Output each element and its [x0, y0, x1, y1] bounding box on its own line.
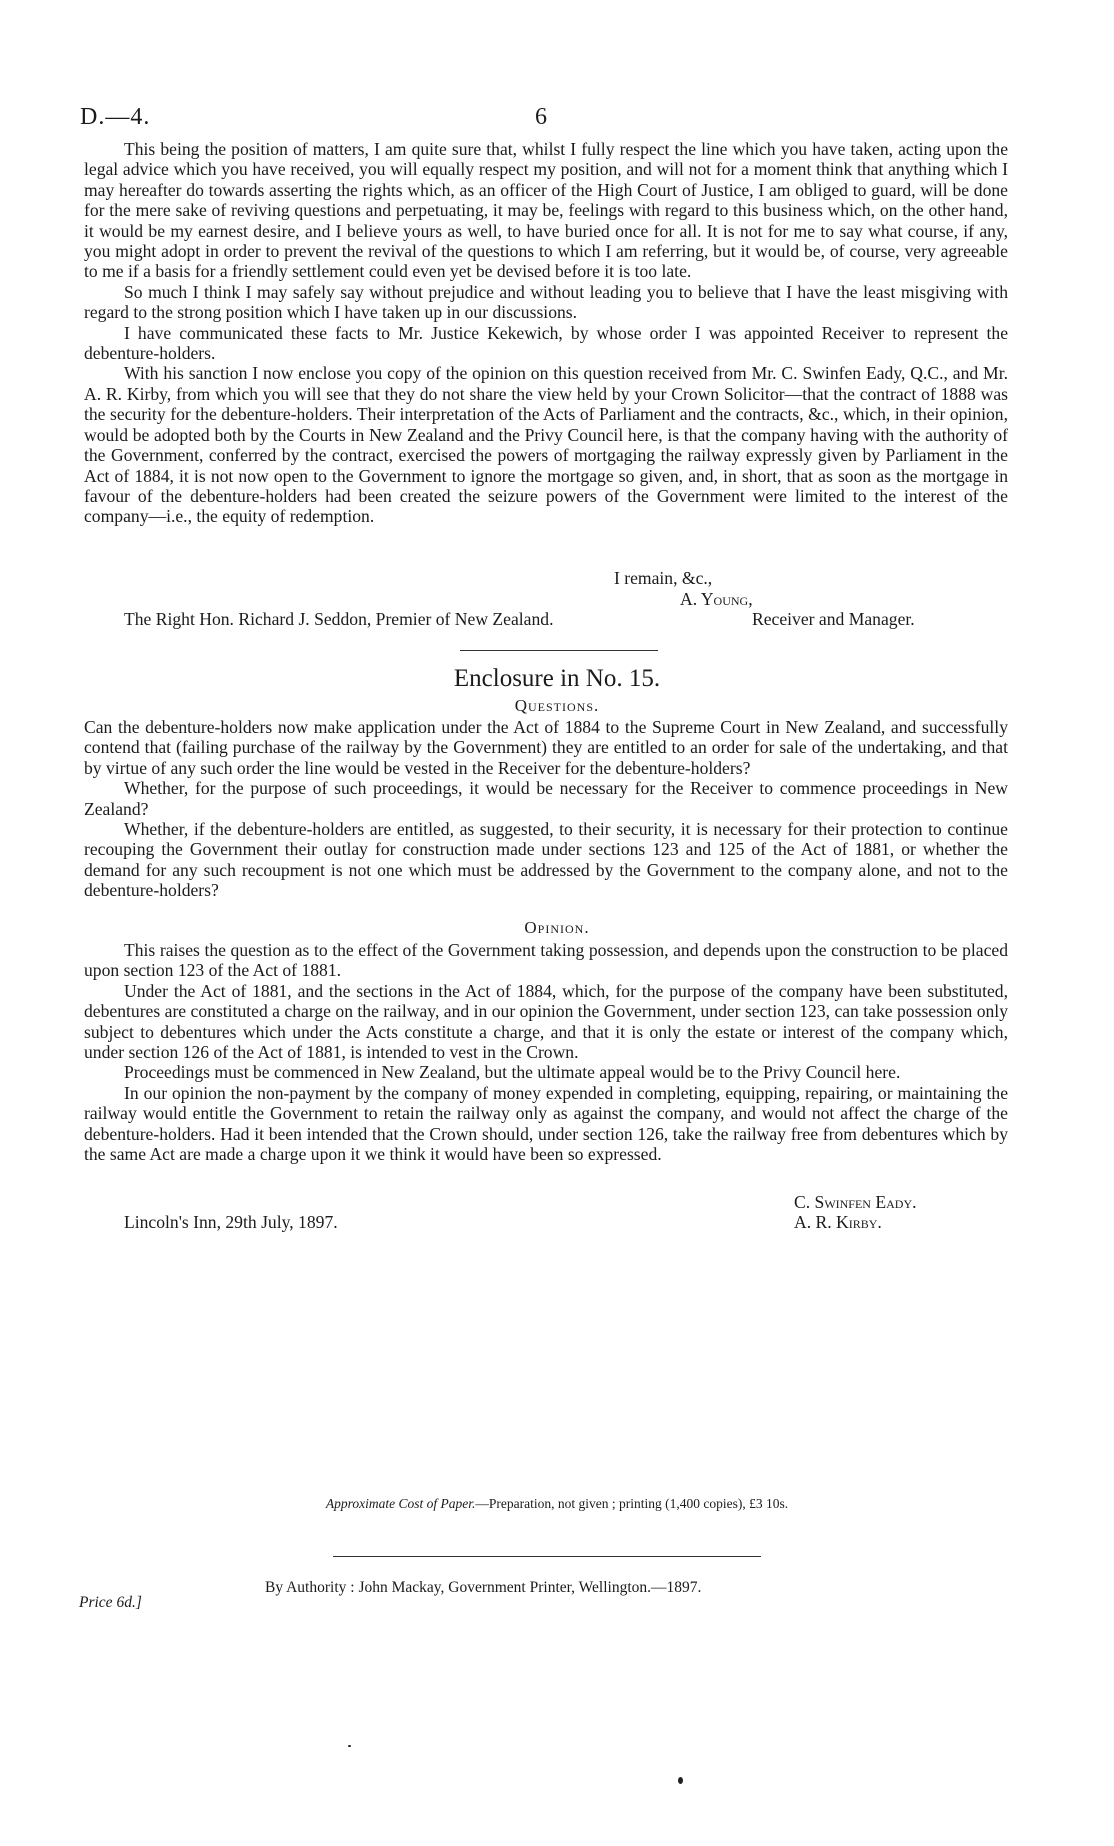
letter-addressee: The Right Hon. Richard J. Seddon, Premier of New Zealand.: [124, 609, 554, 629]
question-paragraph: Whether, if the debenture-holders are entitled, as suggested, to their security, it is necessary for their protection to continue recouping the Government their outlay for construction made under sections 123 and 125 of the Act of 1881, or whether the demand for any such recoupment is not one which must be addressed by the Government to the company alone, and not to the debenture-holders?: [84, 819, 1008, 901]
opinion-body: [84, 940, 1008, 1164]
letter-paragraph: So much I think I may safely say without prejudice and without leading you to believe that I have the least misgiving with regard to the strong position which I have taken up in our discussions.: [84, 281, 1008, 323]
ink-speck: [678, 1777, 683, 1784]
opinion-paragraph: Under the Act of 1881, and the sections in the Act of 1884, which, for the purpose of the company have been substituted, debentures are constituted a charge on the railway, and in our opinion the Government, under section 123, can take possession only subject to debentures which under the Acts constitute a charge, and that it is only the estate or interest of the company which, under section 126 of the Act of 1881, is intended to vest in the Crown.: [84, 980, 1008, 1063]
cost-label: Approximate Cost of Paper.: [325, 1496, 476, 1511]
letter-paragraph: I have communicated these facts to Mr. Justice Kekewich, by whose order I was appointed Receiver to represent the debenture-holders.: [84, 322, 1008, 364]
letter-paragraph: This being the position of matters, I am quite sure that, whilst I fully respect the line which you have taken, acting upon the legal advice which you have received, you will equally respect my position, and will not for a moment think that anything which I may hereafter do towards asserting the rights which, as an officer of the High Court of Justice, I am obliged to guard, will be done for the mere sake of reviving questions and perpetuating, it may be, feelings with regard to this business which, on the other hand, it would be my earnest desire, and I believe yours as well, to have buried once for all. It is not for me to say what course, if any, you might adopt in order to prevent the revival of the questions to which I am referring, but it would be, of course, very agreeable to me if a basis for a friendly settlement could even yet be devised before it is too late.: [84, 139, 1008, 282]
opinion-paragraph: This raises the question as to the effect of the Government taking possession, and depends upon the construction to be placed upon section 123 of the Act of 1881.: [84, 940, 1008, 981]
section-divider: [460, 650, 658, 651]
opinion-paragraph: Proceedings must be commenced in New Zealand, but the ultimate appeal would be to the Privy Council here.: [124, 1062, 901, 1083]
page-number: 6: [535, 104, 547, 130]
cost-of-paper: [0, 1496, 1114, 1512]
paper-reference: D.—4.: [80, 104, 151, 130]
opinion-paragraph: In our opinion the non-payment by the company of money expended in completing, equipping, repairing, or maintaining the railway would entitle the Government to retain the railway only as against the company, and would not affect the charge of the debenture-holders. Had it been intended that the Crown should, under section 126, take the railway free from debentures which by the same Act are made a charge upon it we think it would have been so expressed.: [84, 1082, 1008, 1165]
letter-paragraph: With his sanction I now enclose you copy of the opinion on this question received from Mr. C. Swinfen Eady, Q.C., and Mr. A. R. Kirby, from which you will see that they do not share the view held by your Crown Solicitor—that the contract of 1888 was the security for the debenture-holders. Their interpretation of the Acts of Parliament and the contracts, &c., which, in their opinion, would be adopted both by the Courts in New Zealand and the Privy Council here, is that the company having with the authority of the Government, conferred by the contract, exercised the powers of mortgaging the railway expressly given by Parliament in the Act of 1884, it is not now open to the Government to ignore the mortgage so given, and, in short, that as soon as the mortgage in favour of the debenture-holders had been created the seizure powers of the Government were limited to the interest of the company—i.e., the equity of redemption.: [84, 363, 1008, 527]
letter-closing: I remain, &c.,: [614, 568, 713, 588]
question-paragraph: Can the debenture-holders now make application under the Act of 1884 to the Supreme Court in New Zealand, and successfully contend that (failing purchase of the railway by the Government) they are entitled to an order for sale of the undertaking, and that by virtue of any such order the line would be vested in the Receiver for the debenture-holders?: [84, 717, 1008, 778]
question-paragraph: Whether, for the purpose of such proceedings, it would be necessary for the Receiver to commence proceedings in New Zealand?: [84, 778, 1008, 819]
price-note: Price 6d.]: [79, 1594, 142, 1611]
questions-heading: Questions.: [514, 696, 600, 715]
letter-signatory: A. Young,: [680, 589, 753, 609]
cost-text: —Preparation, not given ; printing (1,400 copies), £3 10s.: [475, 1496, 789, 1511]
signatory-title: Receiver and Manager.: [752, 609, 915, 629]
questions-body: [84, 717, 1008, 901]
footer-rule: [333, 1556, 761, 1557]
enclosure-title: Enclosure in No. 15.: [453, 665, 661, 692]
ink-speck: [348, 1745, 351, 1747]
opinion-signature: A. R. Kirby.: [794, 1212, 882, 1232]
opinion-signature: C. Swinfen Eady.: [794, 1192, 917, 1212]
place-date: Lincoln's Inn, 29th July, 1897.: [124, 1212, 338, 1232]
printer-authority: By Authority : John Mackay, Government Printer, Wellington.—1897.: [265, 1579, 702, 1596]
opinion-heading: Opinion.: [524, 918, 590, 937]
letter-body: [84, 139, 1008, 527]
